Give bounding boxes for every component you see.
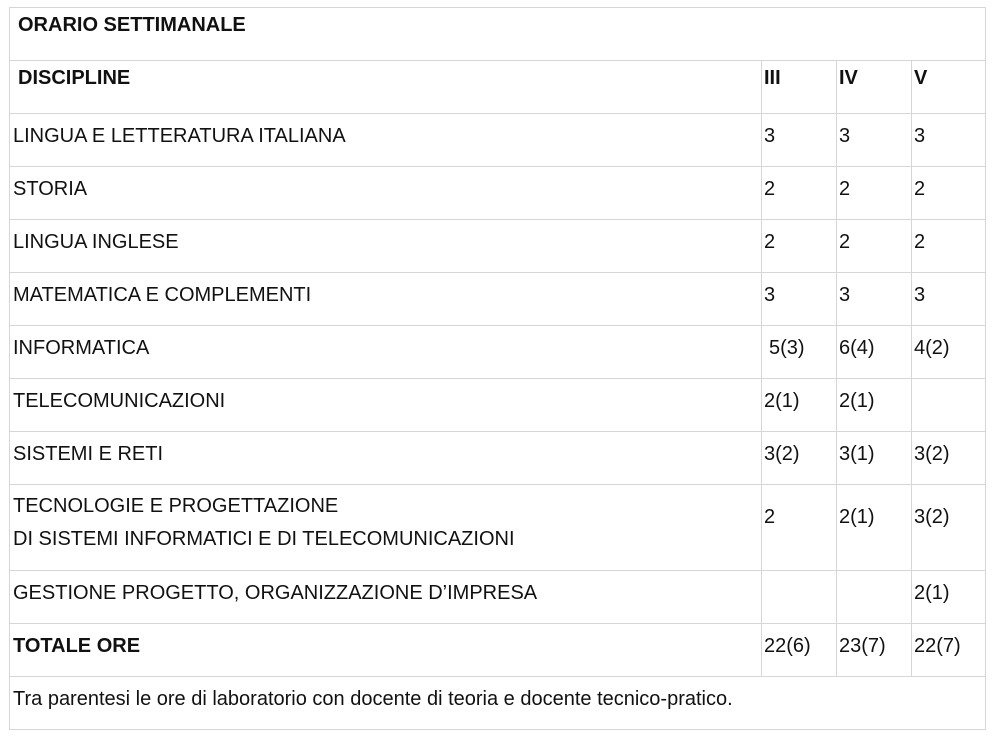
discipline-name: INFORMATICA bbox=[13, 337, 150, 359]
hours-v: 4(2) bbox=[914, 337, 950, 359]
weekly-schedule-table bbox=[9, 7, 986, 730]
table-title: ORARIO SETTIMANALE bbox=[18, 14, 246, 36]
table-row bbox=[10, 485, 986, 571]
discipline-name: LINGUA E LETTERATURA ITALIANA bbox=[13, 125, 346, 147]
total-v: 22(7) bbox=[914, 635, 961, 657]
header-discipline: DISCIPLINE bbox=[18, 67, 131, 89]
hours-iii: 3 bbox=[764, 125, 776, 147]
table-row bbox=[10, 326, 986, 379]
discipline-name: LINGUA INGLESE bbox=[13, 231, 179, 253]
hours-iii bbox=[762, 571, 836, 582]
hours-iv bbox=[837, 571, 911, 582]
hours-iv: 3 bbox=[839, 284, 851, 306]
table-title-row bbox=[10, 8, 986, 61]
total-label: TOTALE ORE bbox=[13, 635, 141, 657]
discipline-name: SISTEMI E RETI bbox=[13, 443, 164, 465]
hours-iv: 3(1) bbox=[839, 443, 875, 465]
hours-iii: 2(1) bbox=[764, 390, 800, 412]
footnote: Tra parentesi le ore di laboratorio con docente di teoria e docente tecnico-pratico. bbox=[13, 688, 733, 710]
total-row bbox=[10, 624, 986, 677]
table-row bbox=[10, 114, 986, 167]
hours-v: 3(2) bbox=[914, 506, 950, 528]
hours-iv: 2 bbox=[839, 231, 851, 253]
hours-iii: 3(2) bbox=[764, 443, 800, 465]
hours-iv: 2(1) bbox=[839, 390, 875, 412]
hours-v: 2 bbox=[914, 178, 926, 200]
hours-iii: 2 bbox=[764, 231, 776, 253]
discipline-name bbox=[10, 485, 761, 556]
hours-iv: 2 bbox=[839, 178, 851, 200]
hours-iii: 3 bbox=[764, 284, 776, 306]
hours-iv: 6(4) bbox=[839, 337, 875, 359]
hours-iv: 2(1) bbox=[839, 506, 875, 528]
hours-v: 2 bbox=[914, 231, 926, 253]
table-row bbox=[10, 220, 986, 273]
table-header-row bbox=[10, 61, 986, 114]
discipline-name-line1: TECNOLOGIE E PROGETTAZIONE bbox=[13, 495, 339, 517]
hours-iii: 2 bbox=[764, 178, 776, 200]
total-iv: 23(7) bbox=[839, 635, 886, 657]
header-year-iv: IV bbox=[839, 67, 858, 89]
table-row bbox=[10, 379, 986, 432]
header-year-v: V bbox=[914, 67, 928, 89]
hours-v bbox=[912, 379, 985, 390]
hours-v: 3 bbox=[914, 284, 926, 306]
hours-iv: 3 bbox=[839, 125, 851, 147]
hours-v: 3 bbox=[914, 125, 926, 147]
discipline-name: TELECOMUNICAZIONI bbox=[13, 390, 226, 412]
hours-iii: 2 bbox=[764, 506, 776, 528]
discipline-name: STORIA bbox=[13, 178, 88, 200]
hours-iii: 5(3) bbox=[769, 337, 805, 359]
table-row bbox=[10, 571, 986, 624]
discipline-name-line2: DI SISTEMI INFORMATICI E DI TELECOMUNICAZIONI bbox=[13, 528, 515, 550]
table-row bbox=[10, 432, 986, 485]
table-row bbox=[10, 167, 986, 220]
discipline-name: GESTIONE PROGETTO, ORGANIZZAZIONE D’IMPRESA bbox=[13, 582, 538, 604]
hours-v: 3(2) bbox=[914, 443, 950, 465]
hours-v: 2(1) bbox=[914, 582, 950, 604]
note-row bbox=[10, 677, 986, 730]
header-year-iii: III bbox=[764, 67, 781, 89]
total-iii: 22(6) bbox=[764, 635, 811, 657]
table-row bbox=[10, 273, 986, 326]
discipline-name: MATEMATICA E COMPLEMENTI bbox=[13, 284, 312, 306]
